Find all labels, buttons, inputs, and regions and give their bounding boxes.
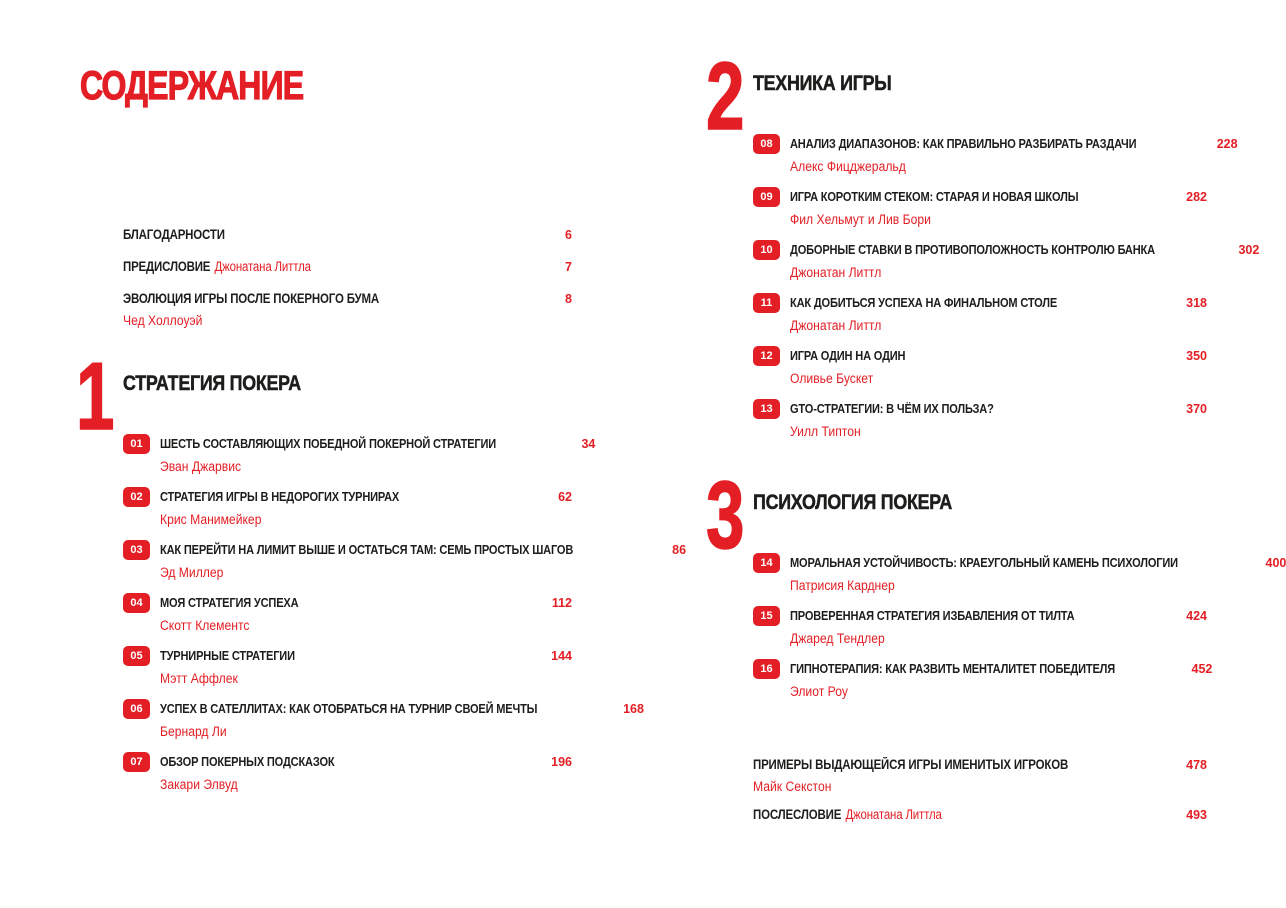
section-number: 1	[76, 343, 115, 450]
chapter-author: Крис Манимейкер	[160, 512, 262, 527]
entry-page-number: 6	[565, 228, 572, 242]
toc-entry-foreword	[123, 259, 572, 274]
chapter-row	[753, 608, 1207, 646]
chapter-title: ШЕСТЬ СОСТАВЛЯЮЩИХ ПОБЕДНОЙ ПОКЕРНОЙ СТРАТЕГИИ	[160, 436, 497, 451]
chapter-number-badge: 09	[753, 187, 780, 207]
entry-author: Чед Холлоуэй	[123, 313, 203, 328]
chapter-author: Уилл Типтон	[790, 424, 861, 439]
chapter-list	[753, 136, 1260, 439]
front-matter-list	[123, 227, 572, 328]
chapter-row	[123, 489, 572, 527]
section-number: 2	[706, 43, 745, 150]
section-title: ПСИХОЛОГИЯ ПОКЕРА	[753, 491, 952, 514]
chapter-title: ГИПНОТЕРАПИЯ: КАК РАЗВИТЬ МЕНТАЛИТЕТ ПОБЕДИТЕЛЯ	[790, 661, 1116, 676]
back-matter-list	[753, 757, 1207, 822]
section-psychology	[706, 462, 1286, 699]
chapter-list	[123, 436, 687, 792]
chapter-author: Джонатан Литтл	[790, 318, 882, 333]
chapter-number-badge: 06	[123, 699, 150, 719]
chapter-page-number: 350	[1186, 349, 1207, 363]
page-title: СОДЕРЖАНИЕ	[80, 64, 304, 108]
section-title: ТЕХНИКА ИГРЫ	[753, 72, 892, 95]
entry-title: БЛАГОДАРНОСТИ	[123, 227, 225, 242]
chapter-row	[123, 595, 572, 633]
chapter-number-badge: 16	[753, 659, 780, 679]
chapter-author: Элиот Роу	[790, 684, 848, 699]
chapter-row	[753, 136, 1238, 174]
entry-title: ПРИМЕРЫ ВЫДАЮЩЕЙСЯ ИГРЫ ИМЕНИТЫХ ИГРОКОВ	[753, 757, 1069, 772]
chapter-number-badge: 15	[753, 606, 780, 626]
chapter-author: Бернард Ли	[160, 724, 227, 739]
chapter-page-number: 34	[581, 437, 596, 451]
chapter-author: Джонатан Литтл	[790, 265, 882, 280]
chapter-number-badge: 01	[123, 434, 150, 454]
chapter-title: ИГРА ОДИН НА ОДИН	[790, 348, 906, 363]
chapter-page-number: 302	[1238, 243, 1260, 257]
chapter-number-badge: 13	[753, 399, 780, 419]
chapter-number-badge: 07	[123, 752, 150, 772]
chapter-row	[123, 701, 644, 739]
toc-right-column	[706, 0, 1286, 835]
chapter-title: ИГРА КОРОТКИМ СТЕКОМ: СТАРАЯ И НОВАЯ ШКОЛЫ	[790, 189, 1079, 204]
chapter-row	[753, 189, 1207, 227]
section-number: 3	[706, 462, 745, 569]
chapter-title: КАК ПЕРЕЙТИ НА ЛИМИТ ВЫШЕ И ОСТАТЬСЯ ТАМ: СЕМЬ ПРОСТЫХ ШАГОВ	[160, 542, 574, 557]
chapter-row	[123, 436, 596, 474]
toc-entry-afterword	[753, 807, 1207, 822]
chapter-title: УСПЕХ В САТЕЛЛИТАХ: КАК ОТОБРАТЬСЯ НА ТУРНИР СВОЕЙ МЕЧТЫ	[160, 701, 538, 716]
chapter-title: ТУРНИРНЫЕ СТРАТЕГИИ	[160, 648, 295, 663]
section-technique	[706, 43, 1260, 439]
chapter-title: СТРАТЕГИЯ ИГРЫ В НЕДОРОГИХ ТУРНИРАХ	[160, 489, 400, 504]
toc-left-column	[76, 0, 687, 807]
chapter-author: Оливье Бускет	[790, 371, 874, 386]
chapter-number-badge: 03	[123, 540, 150, 560]
chapter-author: Алекс Фицджеральд	[790, 159, 906, 174]
chapter-author: Патрисия Карднер	[790, 578, 895, 593]
entry-page-number: 493	[1186, 808, 1207, 822]
chapter-number-badge: 11	[753, 293, 780, 313]
chapter-page-number: 452	[1191, 662, 1213, 676]
chapter-author: Эд Миллер	[160, 565, 224, 580]
chapter-title: АНАЛИЗ ДИАПАЗОНОВ: КАК ПРАВИЛЬНО РАЗБИРАТЬ РАЗДАЧИ	[790, 136, 1137, 151]
section-strategy	[76, 343, 687, 792]
chapter-author: Мэтт Аффлек	[160, 671, 238, 686]
chapter-author: Джаред Тендлер	[790, 631, 885, 646]
chapter-number-badge: 05	[123, 646, 150, 666]
chapter-row	[753, 401, 1207, 439]
chapter-page-number: 400	[1265, 556, 1286, 570]
toc-entry-acknowledgements	[123, 227, 572, 242]
toc-entry-evolution	[123, 291, 572, 328]
chapter-page-number: 370	[1186, 402, 1207, 416]
chapter-author: Закари Элвуд	[160, 777, 238, 792]
entry-title-author: Джонатана Литтла	[214, 259, 311, 274]
entry-page-number: 7	[565, 260, 572, 274]
chapter-title: МОРАЛЬНАЯ УСТОЙЧИВОСТЬ: КРАЕУГОЛЬНЫЙ КАМЕНЬ ПСИХОЛОГИИ	[790, 555, 1178, 570]
chapter-title: КАК ДОБИТЬСЯ УСПЕХА НА ФИНАЛЬНОМ СТОЛЕ	[790, 295, 1058, 310]
chapter-page-number: 196	[551, 755, 572, 769]
chapter-row	[753, 555, 1286, 593]
chapter-title: GTO-СТРАТЕГИИ: В ЧЁМ ИХ ПОЛЬЗА?	[790, 401, 994, 416]
chapter-page-number: 62	[558, 490, 572, 504]
chapter-page-number: 144	[551, 649, 572, 663]
entry-page-number: 8	[565, 292, 572, 306]
toc-entry-famous-hands	[753, 757, 1207, 794]
chapter-title: МОЯ СТРАТЕГИЯ УСПЕХА	[160, 595, 299, 610]
chapter-number-badge: 04	[123, 593, 150, 613]
section-title: СТРАТЕГИЯ ПОКЕРА	[123, 372, 301, 395]
chapter-row	[753, 242, 1260, 280]
entry-title-author: Джонатана Литтла	[845, 807, 942, 822]
chapter-page-number: 228	[1216, 137, 1238, 151]
chapter-title: ДОБОРНЫЕ СТАВКИ В ПРОТИВОПОЛОЖНОСТЬ КОНТРОЛЮ БАНКА	[790, 242, 1155, 257]
chapter-number-badge: 02	[123, 487, 150, 507]
entry-title: ЭВОЛЮЦИЯ ИГРЫ ПОСЛЕ ПОКЕРНОГО БУМА	[123, 291, 379, 306]
chapter-page-number: 282	[1186, 190, 1207, 204]
chapter-row	[123, 754, 572, 792]
chapter-row	[123, 542, 687, 580]
chapter-row	[753, 661, 1213, 699]
entry-page-number: 478	[1186, 758, 1207, 772]
entry-author: Майк Секстон	[753, 779, 832, 794]
entry-title: ПРЕДИСЛОВИЕ	[123, 259, 211, 274]
chapter-author: Эван Джарвис	[160, 459, 242, 474]
chapter-author: Фил Хельмут и Лив Бори	[790, 212, 931, 227]
chapter-row	[753, 348, 1207, 386]
chapter-page-number: 112	[551, 596, 572, 610]
chapter-page-number: 318	[1186, 296, 1207, 310]
chapter-number-badge: 12	[753, 346, 780, 366]
chapter-page-number: 424	[1186, 609, 1207, 623]
entry-title: ПОСЛЕСЛОВИЕ	[753, 807, 842, 822]
chapter-page-number: 86	[672, 543, 687, 557]
chapter-number-badge: 08	[753, 134, 780, 154]
chapter-title: ОБЗОР ПОКЕРНЫХ ПОДСКАЗОК	[160, 754, 335, 769]
chapter-number-badge: 14	[753, 553, 780, 573]
chapter-author: Скотт Клементс	[160, 618, 250, 633]
chapter-page-number: 168	[623, 702, 644, 716]
chapter-row	[753, 295, 1207, 333]
chapter-list	[753, 555, 1286, 699]
chapter-title: ПРОВЕРЕННАЯ СТРАТЕГИЯ ИЗБАВЛЕНИЯ ОТ ТИЛТА	[790, 608, 1075, 623]
chapter-number-badge: 10	[753, 240, 780, 260]
chapter-row	[123, 648, 572, 686]
